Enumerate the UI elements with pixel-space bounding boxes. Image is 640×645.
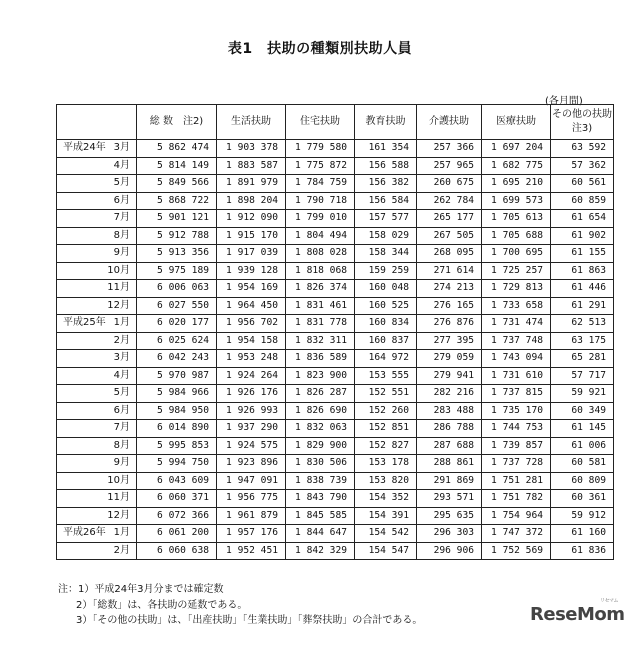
value-cell: 1 829 900 <box>286 437 355 455</box>
table-row <box>57 175 614 193</box>
value-cell: 287 688 <box>417 437 482 455</box>
value-cell: 265 177 <box>417 210 482 228</box>
value-cell: 60 349 <box>551 402 614 420</box>
value-cell: 1 752 569 <box>482 542 551 560</box>
value-cell: 1 838 739 <box>286 472 355 490</box>
period-cell <box>57 157 137 175</box>
month-label: 11月 <box>107 282 130 294</box>
value-cell: 6 027 550 <box>137 297 217 315</box>
value-cell: 60 361 <box>551 490 614 508</box>
header-livelihood: 生活扶助 <box>217 105 286 140</box>
month-label: 12月 <box>107 299 130 311</box>
value-cell: 159 259 <box>355 262 417 280</box>
resemom-logo <box>530 598 625 625</box>
value-cell: 6 025 624 <box>137 332 217 350</box>
value-cell: 156 588 <box>355 157 417 175</box>
value-cell: 1 804 494 <box>286 227 355 245</box>
month-label: 2月 <box>113 544 130 556</box>
value-cell: 1 937 290 <box>217 420 286 438</box>
value-cell: 1 926 176 <box>217 385 286 403</box>
value-cell: 1 735 170 <box>482 402 551 420</box>
period-cell <box>57 455 137 473</box>
value-cell: 5 994 750 <box>137 455 217 473</box>
value-cell: 154 352 <box>355 490 417 508</box>
value-cell: 1 939 128 <box>217 262 286 280</box>
value-cell: 154 547 <box>355 542 417 560</box>
value-cell: 5 975 189 <box>137 262 217 280</box>
period-cell <box>57 245 137 263</box>
value-cell: 60 809 <box>551 472 614 490</box>
value-cell: 1 832 311 <box>286 332 355 350</box>
value-cell: 60 581 <box>551 455 614 473</box>
table-row <box>57 227 614 245</box>
value-cell: 1 952 451 <box>217 542 286 560</box>
value-cell: 59 921 <box>551 385 614 403</box>
value-cell: 154 542 <box>355 525 417 543</box>
value-cell: 5 912 788 <box>137 227 217 245</box>
month-label: 3月 <box>113 142 130 154</box>
value-cell: 6 072 366 <box>137 507 217 525</box>
value-cell: 61 654 <box>551 210 614 228</box>
value-cell: 1 700 695 <box>482 245 551 263</box>
value-cell: 65 281 <box>551 350 614 368</box>
value-cell: 1 830 506 <box>286 455 355 473</box>
value-cell: 1 831 778 <box>286 315 355 333</box>
value-cell: 1 964 450 <box>217 297 286 315</box>
value-cell: 60 561 <box>551 175 614 193</box>
month-label: 7月 <box>113 422 130 434</box>
month-label: 6月 <box>113 194 130 206</box>
value-cell: 1 923 896 <box>217 455 286 473</box>
value-cell: 296 906 <box>417 542 482 560</box>
value-cell: 5 868 722 <box>137 192 217 210</box>
value-cell: 277 395 <box>417 332 482 350</box>
header-education: 教育扶助 <box>355 105 417 140</box>
month-label: 4月 <box>113 369 130 381</box>
logo-subtext: リセマム <box>600 598 618 604</box>
value-cell: 6 006 063 <box>137 280 217 298</box>
logo-text: ReseMom <box>530 604 625 625</box>
value-cell: 1 961 879 <box>217 507 286 525</box>
month-label: 5月 <box>113 387 130 399</box>
value-cell: 5 862 474 <box>137 140 217 158</box>
value-cell: 61 863 <box>551 262 614 280</box>
value-cell: 1 823 900 <box>286 367 355 385</box>
period-cell <box>57 420 137 438</box>
header-total: 総 数 注2) <box>137 105 217 140</box>
value-cell: 5 913 356 <box>137 245 217 263</box>
table-row <box>57 280 614 298</box>
value-cell: 5 984 950 <box>137 402 217 420</box>
period-cell <box>57 385 137 403</box>
value-cell: 6 014 890 <box>137 420 217 438</box>
value-cell: 1 743 094 <box>482 350 551 368</box>
month-label: 8月 <box>113 439 130 451</box>
value-cell: 1 917 039 <box>217 245 286 263</box>
month-label: 12月 <box>107 509 130 521</box>
value-cell: 1 739 857 <box>482 437 551 455</box>
table-row <box>57 245 614 263</box>
month-label: 9月 <box>113 247 130 259</box>
value-cell: 1 731 610 <box>482 367 551 385</box>
value-cell: 1 744 753 <box>482 420 551 438</box>
value-cell: 1 737 728 <box>482 455 551 473</box>
value-cell: 1 826 287 <box>286 385 355 403</box>
year-label: 平成26年 <box>63 527 106 539</box>
value-cell: 161 354 <box>355 140 417 158</box>
value-cell: 1 737 748 <box>482 332 551 350</box>
month-label: 6月 <box>113 404 130 416</box>
value-cell: 1 831 461 <box>286 297 355 315</box>
period-cell <box>57 175 137 193</box>
value-cell: 153 178 <box>355 455 417 473</box>
month-label: 1月 <box>113 317 130 329</box>
value-cell: 1 731 474 <box>482 315 551 333</box>
value-cell: 5 984 966 <box>137 385 217 403</box>
table-row <box>57 437 614 455</box>
month-label: 11月 <box>107 492 130 504</box>
value-cell: 157 577 <box>355 210 417 228</box>
month-label: 5月 <box>113 177 130 189</box>
value-cell: 154 391 <box>355 507 417 525</box>
table-row <box>57 262 614 280</box>
value-cell: 1 775 872 <box>286 157 355 175</box>
value-cell: 5 995 853 <box>137 437 217 455</box>
value-cell: 260 675 <box>417 175 482 193</box>
table-row <box>57 350 614 368</box>
table-row <box>57 525 614 543</box>
table-title: 表1 扶助の種類別扶助人員 <box>227 41 413 57</box>
header-period <box>57 105 137 140</box>
month-label: 2月 <box>113 334 130 346</box>
value-cell: 1 779 580 <box>286 140 355 158</box>
value-cell: 1 682 775 <box>482 157 551 175</box>
table-row <box>57 472 614 490</box>
table-row <box>57 420 614 438</box>
value-cell: 6 043 609 <box>137 472 217 490</box>
value-cell: 283 488 <box>417 402 482 420</box>
value-cell: 1 826 374 <box>286 280 355 298</box>
value-cell: 1 697 204 <box>482 140 551 158</box>
value-cell: 160 048 <box>355 280 417 298</box>
value-cell: 1 725 257 <box>482 262 551 280</box>
month-label: 10月 <box>107 474 130 486</box>
table-row <box>57 385 614 403</box>
period-cell <box>57 437 137 455</box>
value-cell: 276 876 <box>417 315 482 333</box>
value-cell: 156 584 <box>355 192 417 210</box>
year-label: 平成25年 <box>63 317 106 329</box>
value-cell: 262 784 <box>417 192 482 210</box>
value-cell: 153 555 <box>355 367 417 385</box>
value-cell: 1 924 264 <box>217 367 286 385</box>
period-cell <box>57 525 137 543</box>
value-cell: 268 095 <box>417 245 482 263</box>
value-cell: 1 843 790 <box>286 490 355 508</box>
assistance-table <box>56 104 622 560</box>
value-cell: 61 291 <box>551 297 614 315</box>
value-cell: 1 751 281 <box>482 472 551 490</box>
table-row <box>57 332 614 350</box>
table-row <box>57 402 614 420</box>
value-cell: 152 827 <box>355 437 417 455</box>
table-body <box>57 140 614 560</box>
value-cell: 156 382 <box>355 175 417 193</box>
value-cell: 153 820 <box>355 472 417 490</box>
value-cell: 279 941 <box>417 367 482 385</box>
value-cell: 61 155 <box>551 245 614 263</box>
value-cell: 1 953 248 <box>217 350 286 368</box>
value-cell: 5 849 566 <box>137 175 217 193</box>
period-cell <box>57 262 137 280</box>
value-cell: 1 912 090 <box>217 210 286 228</box>
value-cell: 6 060 371 <box>137 490 217 508</box>
value-cell: 274 213 <box>417 280 482 298</box>
value-cell: 1 695 210 <box>482 175 551 193</box>
value-cell: 63 592 <box>551 140 614 158</box>
table-row <box>57 542 614 560</box>
value-cell: 152 551 <box>355 385 417 403</box>
month-label: 10月 <box>107 264 130 276</box>
value-cell: 1 903 378 <box>217 140 286 158</box>
value-cell: 1 808 028 <box>286 245 355 263</box>
value-cell: 257 366 <box>417 140 482 158</box>
month-label: 3月 <box>113 352 130 364</box>
value-cell: 61 902 <box>551 227 614 245</box>
period-cell <box>57 472 137 490</box>
value-cell: 158 344 <box>355 245 417 263</box>
notes <box>58 582 422 629</box>
value-cell: 1 754 964 <box>482 507 551 525</box>
value-cell: 60 859 <box>551 192 614 210</box>
value-cell: 1 883 587 <box>217 157 286 175</box>
value-cell: 1 845 585 <box>286 507 355 525</box>
value-cell: 279 059 <box>417 350 482 368</box>
period-cell <box>57 227 137 245</box>
table-row <box>57 297 614 315</box>
value-cell: 63 175 <box>551 332 614 350</box>
value-cell: 61 836 <box>551 542 614 560</box>
value-cell: 160 837 <box>355 332 417 350</box>
note-2: 2）「総数」は、各扶助の延数である。 <box>76 599 248 611</box>
value-cell: 1 799 010 <box>286 210 355 228</box>
value-cell: 286 788 <box>417 420 482 438</box>
period-cell <box>57 297 137 315</box>
period-cell <box>57 210 137 228</box>
note-1: 注：1）平成24年3月分までは確定数 <box>58 584 224 595</box>
value-cell: 276 165 <box>417 297 482 315</box>
value-cell: 61 446 <box>551 280 614 298</box>
period-cell <box>57 367 137 385</box>
value-cell: 6 020 177 <box>137 315 217 333</box>
value-cell: 1 956 775 <box>217 490 286 508</box>
table-row <box>57 192 614 210</box>
value-cell: 1 705 613 <box>482 210 551 228</box>
value-cell: 1 898 204 <box>217 192 286 210</box>
table-row <box>57 140 614 158</box>
value-cell: 271 614 <box>417 262 482 280</box>
month-label: 1月 <box>113 527 130 539</box>
value-cell: 164 972 <box>355 350 417 368</box>
value-cell: 1 733 658 <box>482 297 551 315</box>
value-cell: 6 042 243 <box>137 350 217 368</box>
month-label: 7月 <box>113 212 130 224</box>
table-row <box>57 507 614 525</box>
header-other: その他の扶助 注3) <box>551 105 614 140</box>
value-cell: 1 699 573 <box>482 192 551 210</box>
unit-label: (各月間) <box>545 96 583 107</box>
value-cell: 1 826 690 <box>286 402 355 420</box>
header-nursing: 介護扶助 <box>417 105 482 140</box>
value-cell: 1 926 993 <box>217 402 286 420</box>
period-cell <box>57 402 137 420</box>
value-cell: 1 956 702 <box>217 315 286 333</box>
table-row <box>57 490 614 508</box>
value-cell: 61 006 <box>551 437 614 455</box>
header-housing: 住宅扶助 <box>286 105 355 140</box>
period-cell <box>57 280 137 298</box>
value-cell: 5 970 987 <box>137 367 217 385</box>
value-cell: 296 303 <box>417 525 482 543</box>
period-cell <box>57 350 137 368</box>
note-3: 3）「その他の扶助」は、「出産扶助」「生業扶助」「葬祭扶助」の合計である。 <box>76 615 423 626</box>
value-cell: 295 635 <box>417 507 482 525</box>
value-cell: 61 160 <box>551 525 614 543</box>
header-row <box>57 105 614 140</box>
period-cell <box>57 315 137 333</box>
value-cell: 1 947 091 <box>217 472 286 490</box>
value-cell: 1 924 575 <box>217 437 286 455</box>
value-cell: 1 832 063 <box>286 420 355 438</box>
value-cell: 1 957 176 <box>217 525 286 543</box>
value-cell: 1 751 782 <box>482 490 551 508</box>
month-label: 8月 <box>113 229 130 241</box>
value-cell: 1 784 759 <box>286 175 355 193</box>
value-cell: 152 851 <box>355 420 417 438</box>
value-cell: 1 891 979 <box>217 175 286 193</box>
value-cell: 5 901 121 <box>137 210 217 228</box>
value-cell: 1 915 170 <box>217 227 286 245</box>
value-cell: 1 954 158 <box>217 332 286 350</box>
value-cell: 5 814 149 <box>137 157 217 175</box>
value-cell: 6 060 638 <box>137 542 217 560</box>
value-cell: 1 790 718 <box>286 192 355 210</box>
period-cell <box>57 332 137 350</box>
value-cell: 291 869 <box>417 472 482 490</box>
period-cell <box>57 507 137 525</box>
table-row <box>57 157 614 175</box>
value-cell: 267 505 <box>417 227 482 245</box>
period-cell <box>57 542 137 560</box>
value-cell: 1 747 372 <box>482 525 551 543</box>
value-cell: 1 737 815 <box>482 385 551 403</box>
header-medical: 医療扶助 <box>482 105 551 140</box>
year-label: 平成24年 <box>63 142 106 154</box>
period-cell <box>57 490 137 508</box>
value-cell: 59 912 <box>551 507 614 525</box>
value-cell: 62 513 <box>551 315 614 333</box>
value-cell: 61 145 <box>551 420 614 438</box>
value-cell: 288 861 <box>417 455 482 473</box>
value-cell: 57 717 <box>551 367 614 385</box>
table-row <box>57 210 614 228</box>
value-cell: 1 836 589 <box>286 350 355 368</box>
value-cell: 293 571 <box>417 490 482 508</box>
value-cell: 1 818 068 <box>286 262 355 280</box>
value-cell: 282 216 <box>417 385 482 403</box>
value-cell: 1 842 329 <box>286 542 355 560</box>
table-row <box>57 455 614 473</box>
period-cell <box>57 140 137 158</box>
value-cell: 1 954 169 <box>217 280 286 298</box>
value-cell: 257 965 <box>417 157 482 175</box>
month-label: 4月 <box>113 159 130 171</box>
value-cell: 152 260 <box>355 402 417 420</box>
period-cell <box>57 192 137 210</box>
table-row <box>57 367 614 385</box>
table-row <box>57 315 614 333</box>
value-cell: 1 844 647 <box>286 525 355 543</box>
month-label: 9月 <box>113 457 130 469</box>
value-cell: 57 362 <box>551 157 614 175</box>
value-cell: 160 525 <box>355 297 417 315</box>
value-cell: 6 061 200 <box>137 525 217 543</box>
value-cell: 1 729 813 <box>482 280 551 298</box>
value-cell: 160 834 <box>355 315 417 333</box>
value-cell: 1 705 688 <box>482 227 551 245</box>
value-cell: 158 029 <box>355 227 417 245</box>
